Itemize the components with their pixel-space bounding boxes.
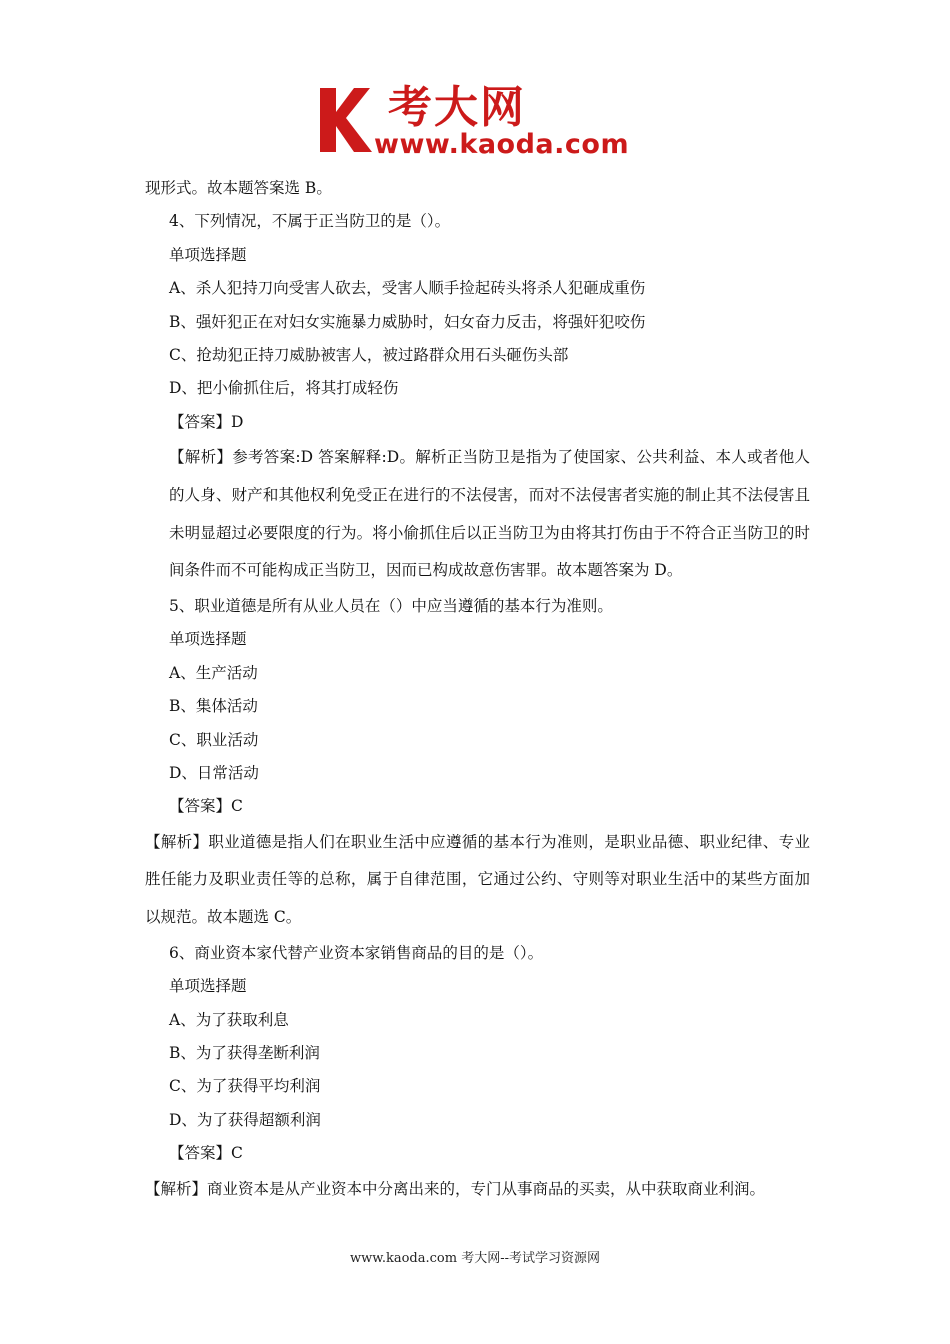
question-6-option-c: C、为了获得平均利润 [169, 1077, 321, 1096]
kaoda-logo [318, 82, 638, 162]
question-6-option-d: D、为了获得超额利润 [169, 1110, 321, 1129]
question-5: 5、职业道德是所有从业人员在（）中应当遵循的基本行为准则。 [169, 596, 613, 615]
question-4-answer: 【答案】D [169, 412, 244, 431]
logo-chinese-name: 考大网 [388, 82, 526, 133]
page-footer: www.kaoda.com 考大网--考试学习资源网 [350, 1251, 600, 1266]
question-4-option-d: D、把小偷抓住后，将其打成轻伤 [169, 379, 399, 398]
continued-text: 现形式。故本题答案选 B。 [145, 179, 332, 197]
question-5-option-a: A、生产活动 [169, 663, 258, 682]
question-6-analysis: 【解析】商业资本是从产业资本中分离出来的，专门从事商品的买卖，从中获取商业利润。 [145, 1179, 766, 1198]
logo-url: www.kaoda.com [374, 129, 630, 160]
question-5-type: 单项选择题 [169, 630, 247, 649]
question-4-analysis: 【解析】参考答案:D 答案解释:D。解析正当防卫是指为了使国家、公共利益、本人或者他人的人身、财产和其他权利免受正在进行的不法侵害，而对不法侵害者实施的制止其不法侵害且未明显超过必要限度的行为。将小偷抓住后以正当防卫为由将其打伤由于不符合正当防卫的时间条件而不可能构成正当防卫，因而已构成故意伤害罪。故本题答案为 D。 [169, 448, 810, 580]
question-6-option-b: B、为了获得垄断利润 [169, 1043, 320, 1062]
question-5-analysis: 【解析】职业道德是指人们在职业生活中应遵循的基本行为准则，是职业品德、职业纪律、专业胜任能力及职业责任等的总称，属于自律范围，它通过公约、守则等对职业生活中的某些方面加以规范。故本题选 C。 [145, 832, 810, 927]
question-4: 4、下列情况，不属于正当防卫的是（）。 [169, 212, 451, 231]
question-5-option-d: D、日常活动 [169, 763, 259, 782]
question-5-answer: 【答案】C [169, 797, 243, 816]
question-6: 6、商业资本家代替产业资本家销售商品的目的是（）。 [169, 943, 544, 962]
question-4-type: 单项选择题 [169, 245, 247, 264]
question-4-option-c: C、抢劫犯正持刀威胁被害人，被过路群众用石头砸伤头部 [169, 345, 569, 364]
question-5-option-b: B、集体活动 [169, 697, 258, 716]
question-5-option-c: C、职业活动 [169, 730, 259, 749]
question-6-option-a: A、为了获取利息 [169, 1010, 289, 1029]
question-6-type: 单项选择题 [169, 977, 247, 996]
document-body [145, 172, 810, 1208]
question-4-option-a: A、杀人犯持刀向受害人砍去，受害人顺手捡起砖头将杀人犯砸成重伤 [169, 279, 646, 298]
question-6-answer: 【答案】C [169, 1144, 243, 1163]
question-4-option-b: B、强奸犯正在对妇女实施暴力威胁时，妇女奋力反击，将强奸犯咬伤 [169, 312, 646, 331]
